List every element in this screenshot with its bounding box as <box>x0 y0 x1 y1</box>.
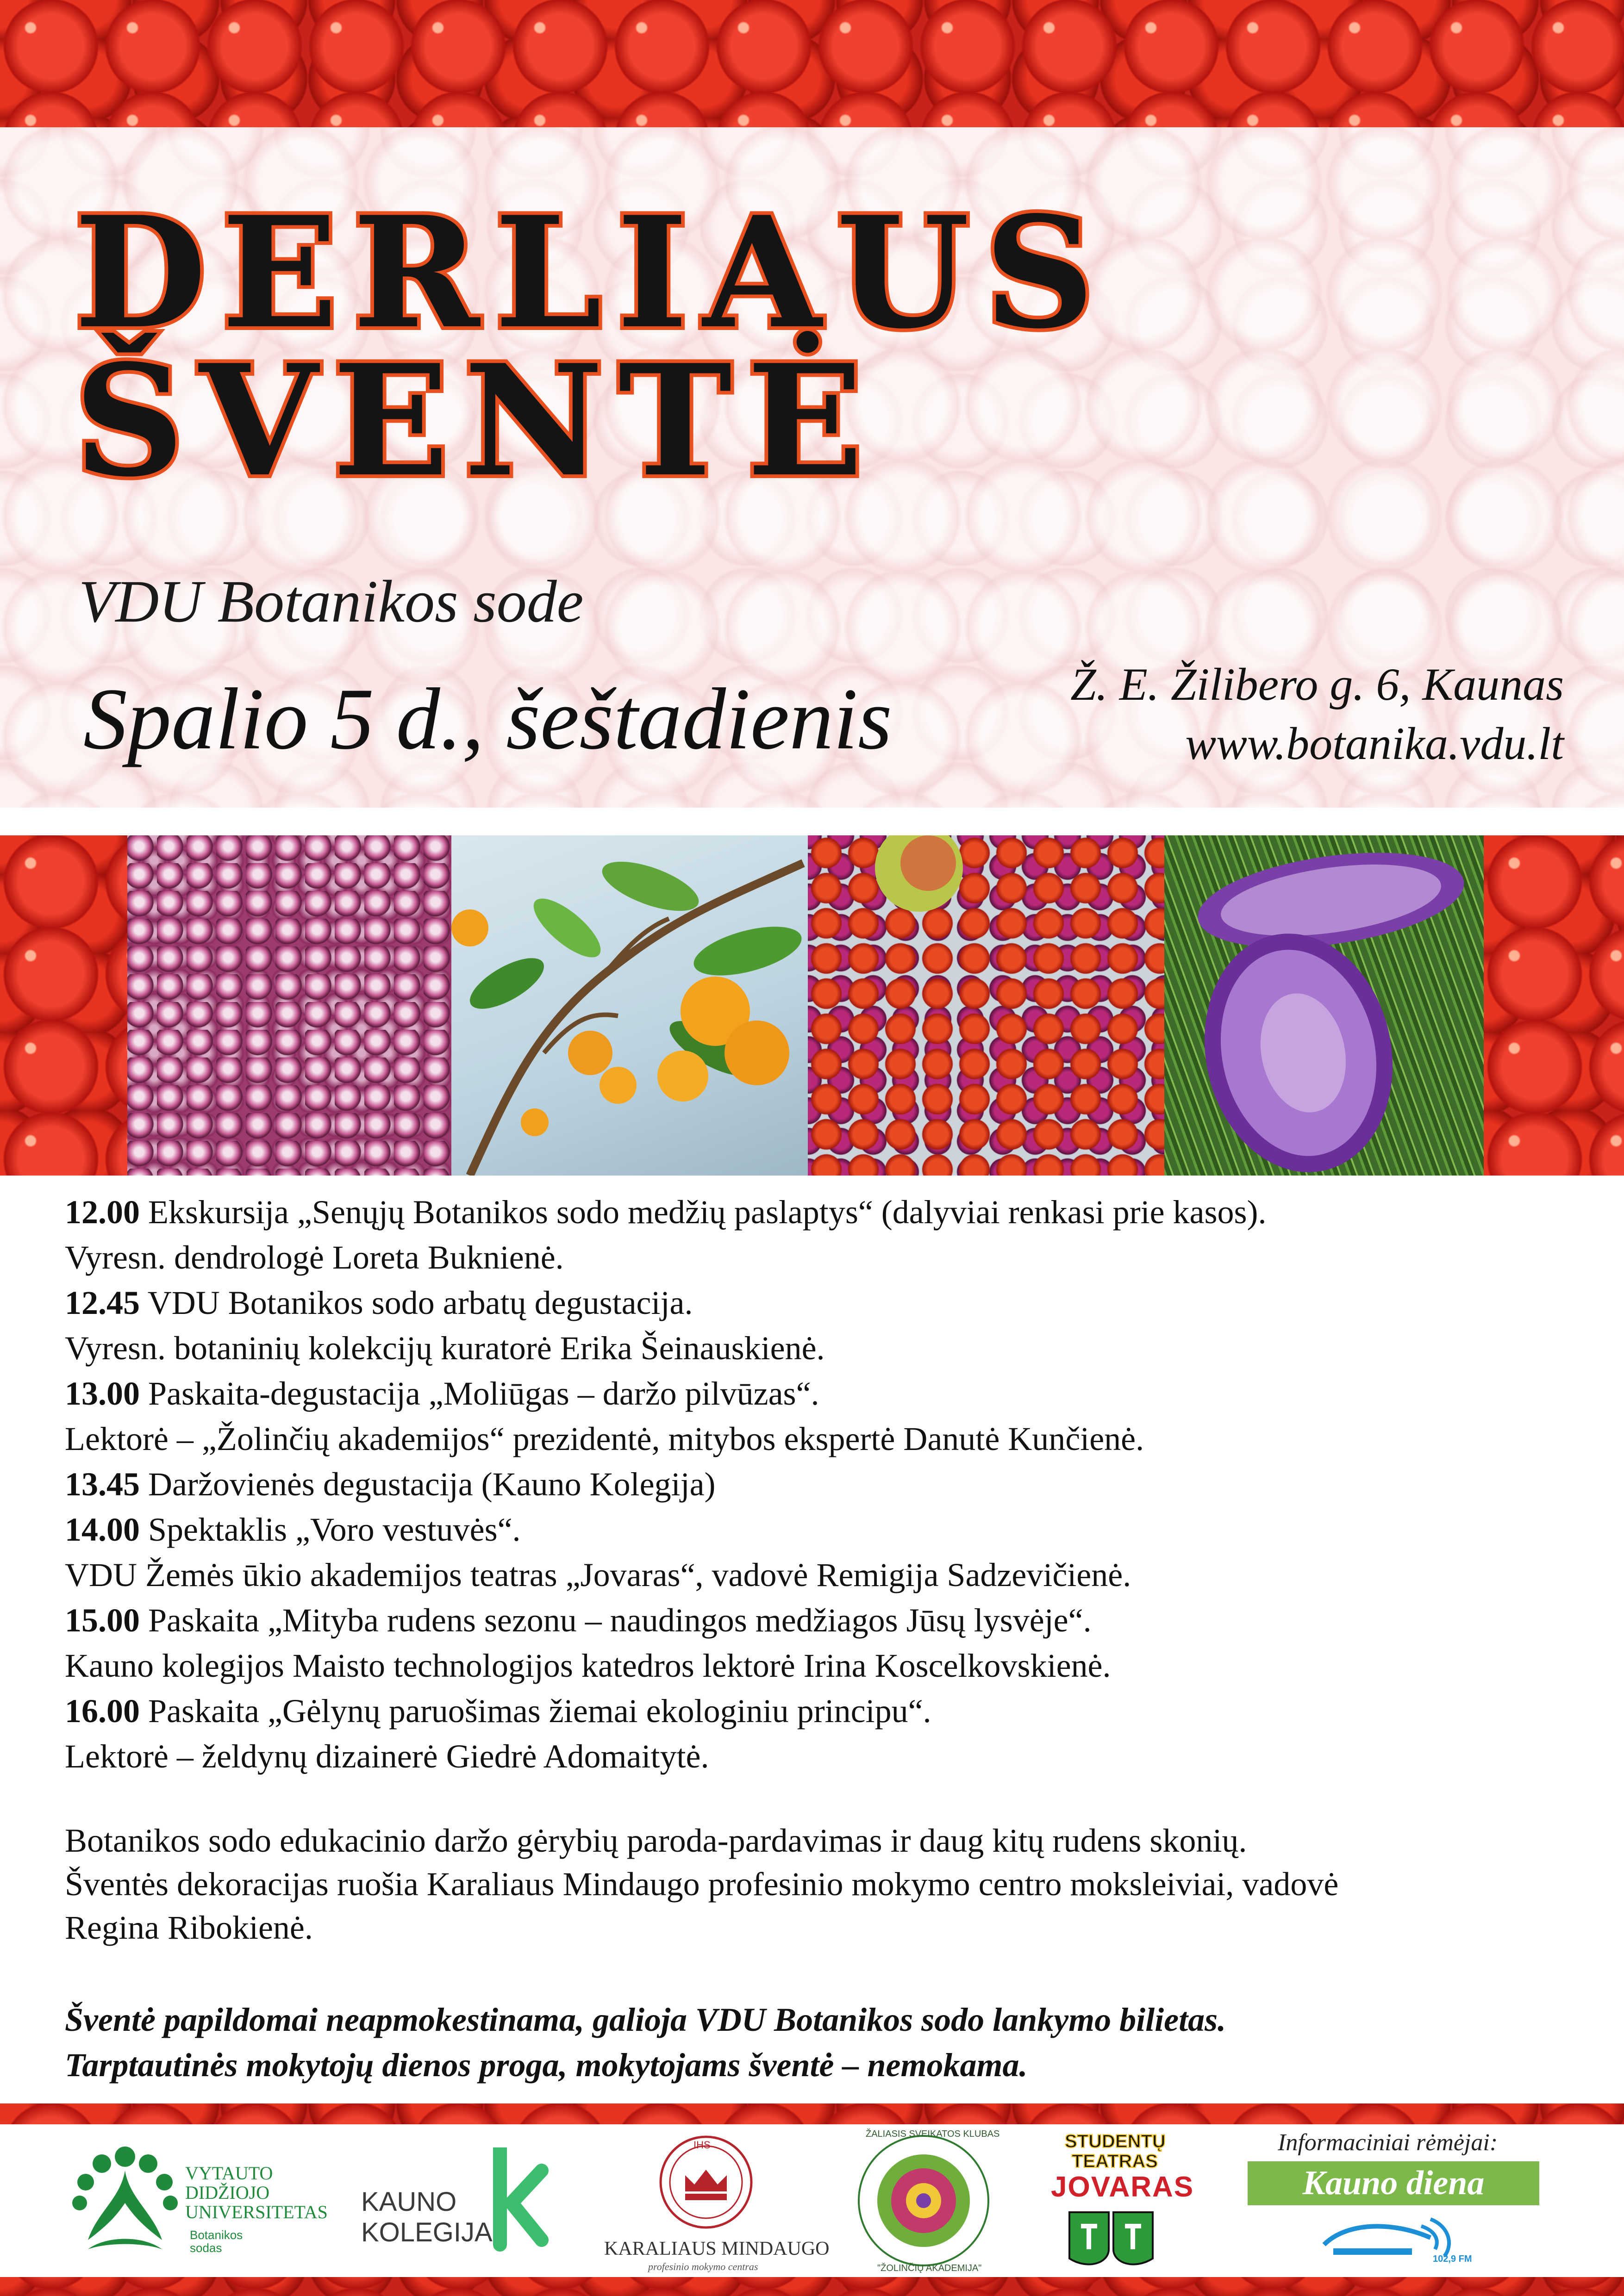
program-detail: Vyresn. dendrologė Loreta Buknienė. <box>65 1239 564 1276</box>
information-sponsors <box>1222 2124 1555 2277</box>
program-title: Paskaita-degustacija „Moliūgas – daržo pilvūzas“. <box>140 1375 819 1412</box>
vdu-subtitle <box>190 2228 243 2254</box>
program-item <box>65 1280 1574 1371</box>
program-title: Ekskursija „Senųjų Botanikos sodo medžių paslaptys“ (dalyviai renkasi prie kasos). <box>140 1194 1267 1231</box>
vdu-name <box>185 2164 328 2222</box>
note-line: Botanikos sodo edukacinio daržo gėrybių paroda-pardavimas ir daug kitų rudens skonių. <box>65 1822 1247 1859</box>
logo-studentu-teatras-jovaras <box>1042 2124 1194 2277</box>
logo-karaliaus-mindaugo <box>597 2124 830 2277</box>
radio-frequency: 102,9 FM <box>1433 2254 1472 2264</box>
crabapple-branch-image <box>451 835 808 1176</box>
st-line-2: TEATRAS <box>1072 2151 1158 2172</box>
program-time: 13.45 <box>65 1466 140 1503</box>
title-line-2: ŠVENTĖ <box>74 331 878 510</box>
photo-strip-left-berries <box>0 835 127 1176</box>
website-url: www.botanika.vdu.lt <box>1185 718 1564 769</box>
program-time: 16.00 <box>65 1692 140 1730</box>
sponsors-title: Informaciniai rėmėjai: <box>1278 2129 1498 2156</box>
program-item <box>65 1688 1574 1779</box>
zsk-top-text: ŽALIASIS SVEIKATOS KLUBAS <box>866 2129 1000 2139</box>
kk-name-line: KAUNO <box>361 2187 457 2217</box>
km-monogram: IHS <box>693 2139 711 2151</box>
address-street: Ž. E. Žilibero g. 6, Kaunas <box>1070 659 1564 710</box>
program-detail: Lektorė – želdynų dizainerė Giedrė Adomaitytė. <box>65 1738 709 1775</box>
note-line: Šventės dekoracijas ruošia Karaliaus Mindaugo profesinio mokymo centro moksleiviai, vadovė <box>65 1866 1339 1903</box>
program-item <box>65 1189 1574 1280</box>
program-time: 14.00 <box>65 1511 140 1548</box>
footnote-line: Tarptautinės mokytojų dienos proga, mokytojams šventė – nemokama. <box>65 2047 1028 2084</box>
photo-strip <box>0 835 1624 1176</box>
kauno-diena-logo: Kauno diena <box>1248 2161 1539 2205</box>
program-item <box>65 1462 1574 1507</box>
program-time: 12.00 <box>65 1194 140 1231</box>
vdu-sub-line: Botanikos <box>190 2228 243 2242</box>
km-subtitle: profesinio mokymo centras <box>648 2261 758 2272</box>
program-title: Spektaklis „Voro vestuvės“. <box>140 1511 521 1548</box>
st-line-3: JOVARAS <box>1051 2171 1194 2203</box>
footnote-line: Šventė papildomai neapmokestinama, galioja VDU Botanikos sodo lankymo bilietas. <box>65 2001 1226 2038</box>
st-line-1: STUDENTŲ <box>1065 2131 1166 2152</box>
vdu-name-line: DIDŽIOJO <box>185 2182 270 2203</box>
logo-zolinciu-akademija <box>847 2124 1000 2277</box>
kk-k-icon <box>491 2147 551 2254</box>
photo-strip-right-berries <box>1484 835 1624 1176</box>
zsk-bottom-text: "ŽOLINČIŲ AKADEMIJA" <box>877 2263 982 2273</box>
footnote <box>65 1997 1226 2088</box>
photo-crabapples <box>451 835 808 1176</box>
theater-masks-icon <box>1065 2208 1157 2272</box>
kk-name-line: KOLEGIJA <box>361 2217 493 2247</box>
header-panel <box>0 127 1624 808</box>
program-time: 12.45 <box>65 1284 140 1321</box>
photo-snowberries <box>127 835 451 1176</box>
kk-name <box>361 2187 493 2248</box>
program-detail: Kauno kolegijos Maisto technologijos katedros lektorė Irina Koscelkovskienė. <box>65 1647 1111 1684</box>
program-time: 15.00 <box>65 1602 140 1639</box>
photo-purple-potato <box>1164 835 1484 1176</box>
program-time: 13.00 <box>65 1375 140 1412</box>
vdu-name-line: UNIVERSITETAS <box>185 2202 328 2222</box>
program-title: Paskaita „Gėlynų paruošimas žiemai ekologiniu principu“. <box>140 1692 931 1730</box>
title-line-1: DERLIAUS <box>74 183 1110 362</box>
program-item <box>65 1507 1574 1598</box>
logo-bar <box>0 2124 1624 2277</box>
program-title: Paskaita „Mityba rudens sezonu – naudingos medžiagos Jūsų lysvėje“. <box>140 1602 1092 1639</box>
program-detail: VDU Žemės ūkio akademijos teatras „Jovaras“, vadovė Remigija Sadzevičienė. <box>65 1556 1131 1593</box>
logo-kauno-kolegija <box>356 2124 551 2277</box>
vdu-name-line: VYTAUTO <box>185 2163 273 2184</box>
potato-halves-image <box>1164 835 1484 1176</box>
notes <box>65 1819 1338 1949</box>
address-block <box>1070 655 1564 773</box>
program-title: VDU Botanikos sodo arbatų degustacija. <box>140 1284 693 1321</box>
program-detail: Lektorė – „Žolinčių akademijos“ prezidentė, mitybos ekspertė Danutė Kunčienė. <box>65 1420 1144 1457</box>
top-berry-band <box>0 0 1624 139</box>
program-title: Daržovienės degustacija (Kauno Kolegija) <box>140 1466 716 1503</box>
vdu-tree-icon <box>69 2143 181 2263</box>
logo-vdu-botanikos-sodas <box>69 2124 329 2277</box>
apple-image <box>808 835 1164 1176</box>
note-line: Regina Ribokienė. <box>65 1909 313 1946</box>
program-detail: Vyresn. botaninių kolekcijų kuratorė Erika Šeinauskienė. <box>65 1330 825 1367</box>
program-list <box>65 1189 1574 1779</box>
program-item <box>65 1371 1574 1462</box>
herb-wreath-icon <box>854 2131 993 2270</box>
km-name: KARALIAUS MINDAUGO <box>604 2238 830 2259</box>
photo-mixed-berries <box>808 835 1164 1176</box>
venue: VDU Botanikos sode <box>79 568 584 635</box>
event-date: Spalio 5 d., šeštadienis <box>83 671 892 768</box>
vdu-sub-line: sodas <box>190 2241 222 2255</box>
program-item <box>65 1598 1574 1688</box>
